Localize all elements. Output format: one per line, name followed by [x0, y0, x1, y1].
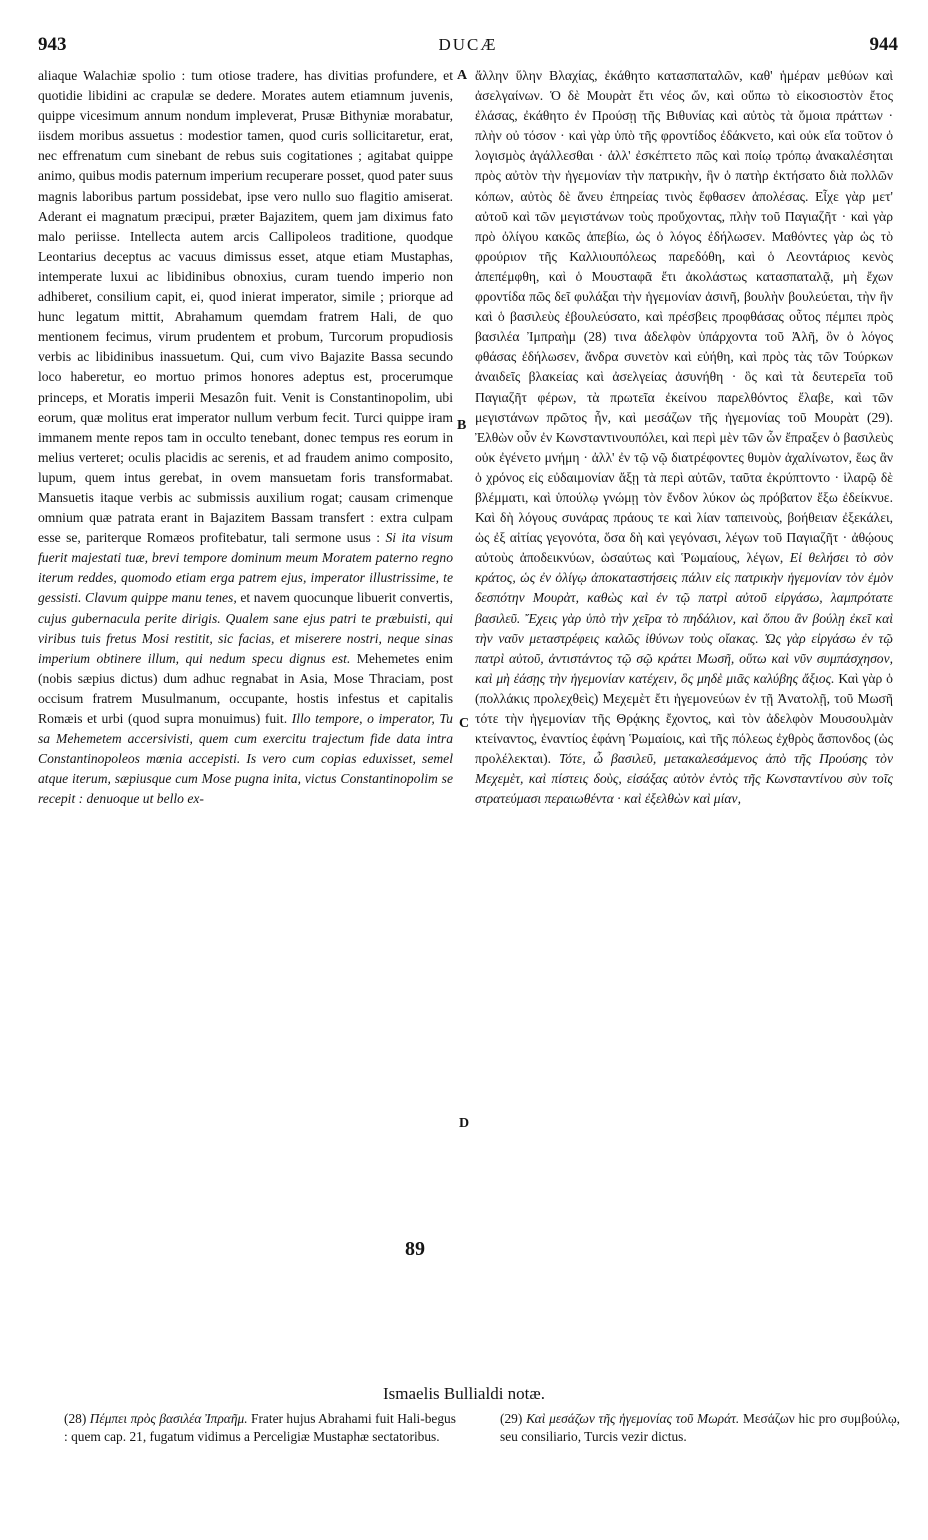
section-marker-b: B [457, 418, 467, 433]
latin-speech: Si ita visum fuerit majestati tuæ, brevi tempore dominum meum Moratem paterno regno iterum reddes, quomodo etiam erga patrem ejus, imperator illustrissime, te gessisti. Clavum quippe manu tenes, [38, 530, 454, 606]
greek-speech: Εἰ θελήσει τὸ σὸν κράτος, ὡς ἐν ὀλίγῳ ἀποκαταστήσεις πάλιν εἰς πατρικὴν ἡγεμονίαν τὸν ἐμὸν δεσπότην Μουρὰτ, καθὼς καὶ ἐν τῷ πατρὶ αὐτοῦ εἰργάσω, λαμπρότατε βασιλεῦ. Ἔχεις γὰρ ὑπὸ τὴν χεῖρα τὸ πηδάλιον, καὶ ὅπου ἂν βούλῃ ἐκεῖ καὶ τὴν ναῦν μεταστρέφεις καλῶς ἰθύνων τοὺς οἴακας. Ὡς γὰρ εἰργάσω ἐν τῷ πατρὶ αὐτοῦ, ἀντιστάντος τῷ σῷ κράτει Μωσῆ, οὕτω καὶ νῦν συμπάσχησον, καὶ μὴ ἐάσῃς τὴν ἡγεμονίαν κατέχειν, ὃς μηδὲ μιᾶς καλύβης ἄξιος. [475, 550, 893, 686]
section-marker-a: A [457, 68, 468, 83]
greek-text: ἄλλην ὕλην Βλαχίας, ἐκάθητο κατασπαταλῶν, καθ' ἡμέραν μεθύων καὶ ἀσελγαίνων. Ὁ δὲ Μουρὰτ ἔτι νέος ὤν, καὶ οὔπω τὸ εἰκοσιοστὸν ἔτος ἐλάσας, ἐκάθητο ἐν Προύσῃ τῆς Βιθυνίας καὶ αὐτὸς τὰ ὅμοια πράττων · πλὴν οὐ τόσον · καὶ γὰρ ὑπὸ τῆς φροντίδος ἐδάκνετο, καὶ οὐκ εἴα τοῦτον ὁ λογισμὸς ἀγάλλεσθαι · ἀλλ' ἐσκέπτετο πῶς καὶ ποίῳ τρόπῳ ἀνακαλέσηται πρὸς αὐτὸν τὴν ἡγεμονίαν τὴν πατρικὴν, ἣν ὁ πατὴρ ἐκτήσατο διὰ πολλῶν κόπων, αὐτὸς δὲ ἄνευ ἐπηρείας τινὸς ἔφθασεν ἀπολέσας. Εἶχε γὰρ μετ' αὐτοῦ καὶ τῶν μεγιστάνων τοὺς προὔχοντας, πλὴν τοῦ Παγιαζῆτ · καὶ γὰρ πρὸ ὀλίγου κακῶς ἀπεβίω, ὡς ὁ λόγος ἐδήλωσεν. Μαθόντες γὰρ ὡς τὸ φρούριον τῆς Καλλιουπόλεως παρεδόθη, καὶ ὁ Λεοντάριος κενὸς ἀπεπέμφθη, καὶ ὁ Μουσταφᾶ ἔτι ἀκολάστως κατασπαταλᾷ, μὴ ἔχων φροντίδα πῶς δεῖ φυλάξαι τὴν ἡγεμονίαν ἀσινῆ, βουλὴν βουλεύεται, τὴν ἣν καὶ ὁ βασιλεὺς ἐβουλεύσατο, καὶ πρέσβεις προφθάσας οὗτος πέμπει πρὸς βασιλέα Ἰμπραὴμ (28) τινα ἀδελφὸν ὑπάρχοντα τοῦ Ἀλῆ, ὃν ὁ λόγος φθάσας ἐδήλωσεν, ἄνδρα συνετὸν καὶ εὐήθη, καὶ πρὸς τὰς τῶν Τούρκων ἀναιδεῖς βλακείας καὶ ἀσελγείας ἀσυνήθη · ὃς καὶ τὰ δευτερεῖα τοῦ Παγιαζῆτ φέρων, τὰ πρωτεῖα ἐκείνου παρελθόντος ἔλαβε, καὶ τῶν μεγιστάνων πρῶτος ἦν, καὶ μεσάζων τῆς ἡγεμονίας τοῦ Μουρὰτ (29). Ἐλθὼν οὖν ἐν Κωνσταντινουπόλει, καὶ περὶ μὲν τῶν ὧν ἔπραξεν ὁ βασιλεὺς οὐκ ἐγένετο μνήμη · ἀλλ' ἐν τῷ νῷ διατρέφοντες θυμὸν ἀχαλίνωτον, ἕως ἂν ὁ χρόνος εἰς εὐδαιμονίαν ἄξῃ τὰ περὶ αὐτῶν, ταῦτα ἐκρύπτοντο · ἱλαρῷ δὲ βλέμματι, καὶ ὑπούλῳ γνώμῃ τὸν ἔνδον λύκον ὡς πρόβατον ἔξω ἐδείκνυε. Καὶ δὴ λόγους συνάρας πράους τε καὶ λίαν ταπεινοὺς, βοήθειαν ἐξεκάλει, ὡς ἐξ αἰτίας γεγονότα, ὅσα δὴ καὶ γεγόνασι, λέγων τοῦ Παγιαζῆτ · ἀθῴους αὐτοὺς ἀποδεικνύων, ὡσαύτως καὶ Ῥωμαίους, λέγων, [475, 68, 893, 566]
latin-column [38, 66, 453, 809]
greek-paragraph [475, 66, 893, 809]
footnote-29 [500, 1410, 900, 1445]
footnote-28-number: (28) [64, 1411, 90, 1426]
running-header [38, 34, 898, 64]
greek-narrative: Καὶ γὰρ ὁ (πολλάκις προλεχθεὶς) Μεχεμὲτ ἔτι ἡγεμονεύων ἐν τῇ Ἀνατολῇ, τοῦ Μωσῆ τότε τὴν ἡγεμονίαν τῆς Θρᾴκης ἔχοντος, καὶ τὸν ἀδελφὸν Μουσουλμὰν κτείναντος, ἐναντίος ἐφάνη Ῥωμαίοις, καὶ τῆς πόλεως ἐχθρὸς ἄσπονδος (ὡς προλέλεκται). [475, 670, 893, 767]
page-number-left: 943 [38, 34, 67, 55]
latin-speech-roman: et navem quocunque libuerit convertis, [240, 590, 453, 606]
footnote-28 [64, 1410, 456, 1445]
footnote-29-lemma: Καὶ μεσάζων τῆς ἡγεμονίας τοῦ Μωράτ. [526, 1411, 744, 1426]
greek-speech-end: Τότε, ὦ βασιλεῦ, μετακαλεσάμενος ἀπὸ τῆς Προύσης τὸν Μεχεμὲτ, καὶ πίστεις δοὺς, εἰσάξας αὐτὸν ἐντὸς τῆς Κωνσταντίνου σὺν τοῖς στρατεύμασι περαιωθέντα · καὶ ἐξελθὼν καὶ μίαν, [475, 751, 893, 807]
footnote-28-lemma: Πέμπει πρὸς βασιλέα Ἰπραῆμ. [89, 1411, 251, 1426]
page-number-right: 944 [869, 34, 898, 55]
section-marker-d: D [459, 1116, 470, 1131]
latin-paragraph [38, 66, 453, 809]
greek-column [475, 66, 893, 809]
footnote-29-text: Μεσάζων hic pro συμβούλῳ, seu consiliario, Turcis vezir dictus. [500, 1411, 900, 1444]
latin-speech-cont: cujus gubernacula perite dirigis. Qualem sane ejus patri te præbuisti, qui viribus tuis fretus Mosi restitit, sic facias, et miserere nostri, neque sinas imperium obtinere illum, qui nedum specu dignus est. [38, 610, 453, 666]
running-title: DUCÆ [438, 35, 498, 54]
latin-narrative: Mehemetes enim (nobis sæpius dictus) dum adhuc regnabat in Asia, Mose Thraciam, post occisum fratrem Musulmanum, occupante, hostis infestus et capitalis Romæis et urbi (quod supra monuimus) fuit. [38, 650, 453, 726]
footnote-29-number: (29) [500, 1411, 527, 1426]
latin-text: aliaque Walachiæ spolio : tum otiose tradere, has divitias profundere, et quotidie libidini ac crapulæ se dedere. Morates autem etiamnum juvenis, quippe vicesimum annum nondum impleverat, Prusæ Bithyniæ morabatur, iisdem moribus assuetus : modestior tamen, quod curis sollicitaretur, erat, nec effrenatum cum sinebant de rebus suis cogitationes ; agitabat quippe animo, quibus modis paternum imperium recuperare posset, quod pater suus magnis laboribus partum possidebat, ipse vero nullo suo flagitio amiserat. Aderant ei magnatum præcipui, præter Bajazitem, quem jam diximus fato malo periisse. Intellecta autem arcis Callipoleos traditione, quodque Leontarius deceptus ac vacuus dimissus esset, atque etiam Mustaphas, intemperate luxui ac libidinibus obnoxius, curam tuendo imperio non adhiberet, consilium capit, ei, quod inierat imperator, simile ; priorque ad hunc legatum mittit, Abrahamum quemdam fratrem Hali, de quo mentionem fecimus, virum prudentem et probum, Turcorum propudiosis verbis ac libidinibus inassuetum. Qui, cum vivo Bajazite Bassa secundo loco haberetur, eo mortuo primos honores adeptus est, procerumque princeps, et Moratis imperii Mesazôn fuit. Venit is Constantinopolim, ubi eorum, quæ molitus erat imperator nullum verbum fecit. Turci quippe iram immanem mente repos tam in occulto tenebant, donec tempus res eorum in melius verteret; oculis placidis ac serenis, et ad fraudem animo composito, lupum, quem intus gerebat, in ovem mansuetam foris transformabat. Mansuetis itaque verbis ac submissis auxilium rogat; causam crimenque omnium quæ patrata erant in Bajazitem Bassam transfert : extra culpam esse se, pariterque Romæos profitebatur, tali sermone usus : [38, 68, 453, 546]
footnote-28-text: Frater hujus Abrahami fuit Hali-begus : quem cap. 21, fugatum vidimus a Perceligiæ Mustaphæ sectatoribus. [64, 1411, 456, 1444]
section-marker-c: C [459, 716, 470, 731]
signature-mark: 89 [405, 1238, 425, 1260]
latin-speech-end: Illo tempore, o imperator, Tu sa Mehemetem accersivisti, quem cum exercitu trajectum fide data intra Constantinopoleos mœnia accepisti. Is vero cum copias eduxisset, semel atque iterum, sæpiusque cum Mose pugna inita, victus Constantinopolim se recepit : denuoque ut bello ex- [38, 711, 453, 807]
notes-title: Ismaelis Bullialdi notæ. [383, 1384, 545, 1403]
